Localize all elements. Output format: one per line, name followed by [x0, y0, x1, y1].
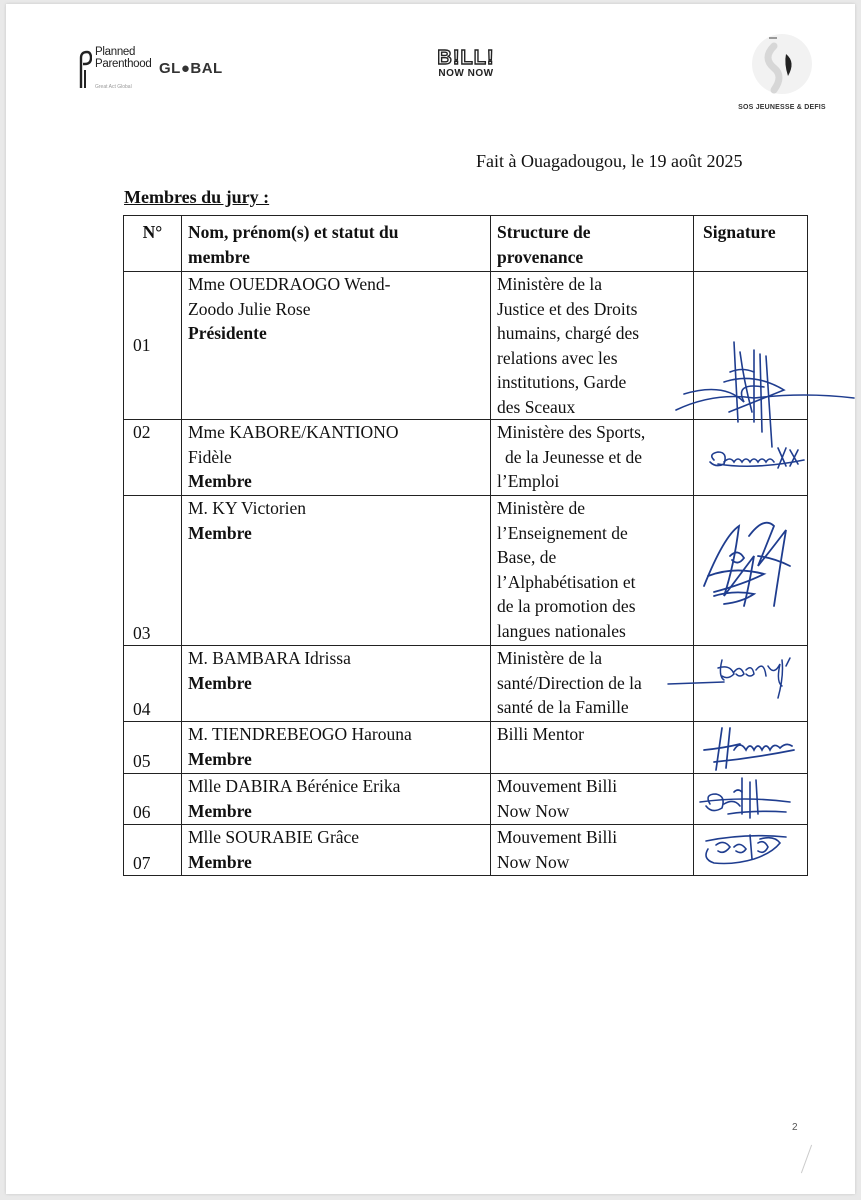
structure-line: Ministère de la	[497, 274, 602, 294]
signature-cell	[694, 722, 808, 774]
signature-cell	[694, 420, 808, 496]
table-header-row	[124, 216, 808, 272]
table-row	[124, 825, 808, 876]
structure-line: l’Enseignement de	[497, 522, 628, 543]
structure-line: l’Emploi	[497, 471, 560, 491]
header-structure-line: provenance	[497, 246, 584, 267]
structure-line: Justice et des Droits	[497, 298, 638, 319]
header-name	[182, 216, 491, 272]
row-number: 01	[124, 272, 182, 420]
table-row	[124, 722, 808, 774]
member-name-cell	[182, 825, 491, 876]
signature-07	[694, 825, 808, 876]
structure-line: de la Jeunesse et de	[505, 446, 643, 467]
member-role: Membre	[188, 748, 252, 769]
structure-line: langues nationales	[497, 620, 626, 641]
member-name-line: Zoodo Julie Rose	[188, 298, 311, 319]
header-structure	[491, 216, 694, 272]
signature-cell	[694, 496, 808, 646]
signature-06	[694, 774, 808, 825]
member-role: Membre	[188, 800, 252, 821]
structure-cell	[491, 646, 694, 722]
pp-logo-line-1: Planned	[95, 46, 136, 58]
billi-now-now-logo	[426, 48, 506, 80]
member-role: Membre	[188, 851, 252, 872]
table-row	[124, 272, 808, 420]
structure-cell	[491, 272, 694, 420]
row-number: 04	[124, 646, 182, 722]
billi-logo-main: B!LL!	[437, 47, 495, 69]
member-name-line: Mlle DABIRA Bérénice Erika	[188, 776, 401, 796]
structure-line: Now Now	[497, 851, 570, 872]
header-signature: Signature	[694, 216, 808, 272]
member-name-cell	[182, 722, 491, 774]
planned-parenthood-mark-icon	[78, 50, 92, 90]
signature-cell	[694, 825, 808, 876]
signature-cell	[694, 774, 808, 825]
member-name-line: Mme OUEDRAOGO Wend-	[188, 274, 391, 294]
structure-cell	[491, 774, 694, 825]
structure-line: Ministère de	[497, 498, 585, 518]
structure-line: Mouvement Billi	[497, 776, 618, 796]
member-role: Présidente	[188, 323, 267, 343]
table-row	[124, 496, 808, 646]
signature-03	[694, 496, 808, 646]
structure-line: santé de la Famille	[497, 697, 629, 717]
signature-02	[694, 420, 808, 496]
member-name-cell	[182, 272, 491, 420]
signature-cell	[694, 272, 808, 420]
structure-line: humains, chargé des	[497, 323, 640, 343]
member-name-cell	[182, 496, 491, 646]
global-logo: GL●BAL	[159, 60, 223, 77]
table-row	[124, 646, 808, 722]
structure-line: l’Alphabétisation et	[497, 571, 636, 592]
header-name-line: membre	[188, 246, 250, 267]
member-name-cell	[182, 646, 491, 722]
header-number: N°	[124, 216, 182, 272]
member-name-cell	[182, 774, 491, 825]
pp-logo-subtitle: Great Act Global	[95, 84, 132, 90]
member-role: Membre	[188, 522, 252, 543]
member-name-line: M. KY Victorien	[188, 498, 307, 518]
member-name-line: Mlle SOURABIE Grâce	[188, 827, 360, 847]
jury-table	[123, 215, 808, 876]
structure-cell	[491, 722, 694, 774]
pp-logo-line-2: Parenthood	[95, 58, 152, 70]
document-page	[6, 4, 855, 1194]
structure-line: Now Now	[497, 800, 570, 821]
signature-cell	[694, 646, 808, 722]
sos-jeunesse-logo	[722, 24, 842, 114]
signature-04	[694, 646, 808, 722]
page-number: 2	[792, 1122, 798, 1133]
row-number: 07	[124, 825, 182, 876]
header-structure-line: Structure de	[497, 222, 591, 242]
row-number: 02	[124, 420, 182, 496]
member-name-line: Fidèle	[188, 446, 232, 467]
date-line: Fait à Ouagadougou, le 19 août 2025	[476, 151, 743, 171]
sos-emblem-icon	[722, 24, 842, 102]
table-row	[124, 420, 808, 496]
signature-05	[694, 722, 808, 774]
signature-01	[694, 272, 808, 420]
member-name-cell	[182, 420, 491, 496]
table-row	[124, 774, 808, 825]
section-title: Membres du jury :	[124, 187, 270, 207]
row-number: 05	[124, 722, 182, 774]
page-edge-mark	[801, 1145, 812, 1174]
structure-line: Mouvement Billi	[497, 827, 618, 847]
structure-line: santé/Direction de la	[497, 672, 642, 693]
structure-cell	[491, 825, 694, 876]
member-name-line: M. BAMBARA Idrissa	[188, 648, 351, 668]
structure-line: des Sceaux	[497, 396, 576, 417]
structure-line: Ministère des Sports,	[497, 422, 646, 442]
member-name-line: Mme KABORE/KANTIONO	[188, 422, 399, 442]
row-number: 06	[124, 774, 182, 825]
billi-logo-sub: NOW NOW	[438, 68, 494, 79]
structure-line: Base, de	[497, 547, 557, 567]
member-role: Membre	[188, 672, 252, 693]
structure-line: relations avec les	[497, 347, 618, 368]
structure-line: de la promotion des	[497, 596, 636, 616]
row-number: 03	[124, 496, 182, 646]
structure-line: institutions, Garde	[497, 372, 627, 392]
structure-line: Ministère de la	[497, 648, 602, 668]
member-role: Membre	[188, 471, 252, 491]
sos-logo-text: SOS JEUNESSE & DEFIS	[738, 104, 826, 111]
structure-cell	[491, 420, 694, 496]
header-name-line: Nom, prénom(s) et statut du	[188, 222, 399, 242]
member-name-line: M. TIENDREBEOGO Harouna	[188, 724, 412, 744]
structure-line: Billi Mentor	[497, 724, 585, 744]
structure-cell	[491, 496, 694, 646]
